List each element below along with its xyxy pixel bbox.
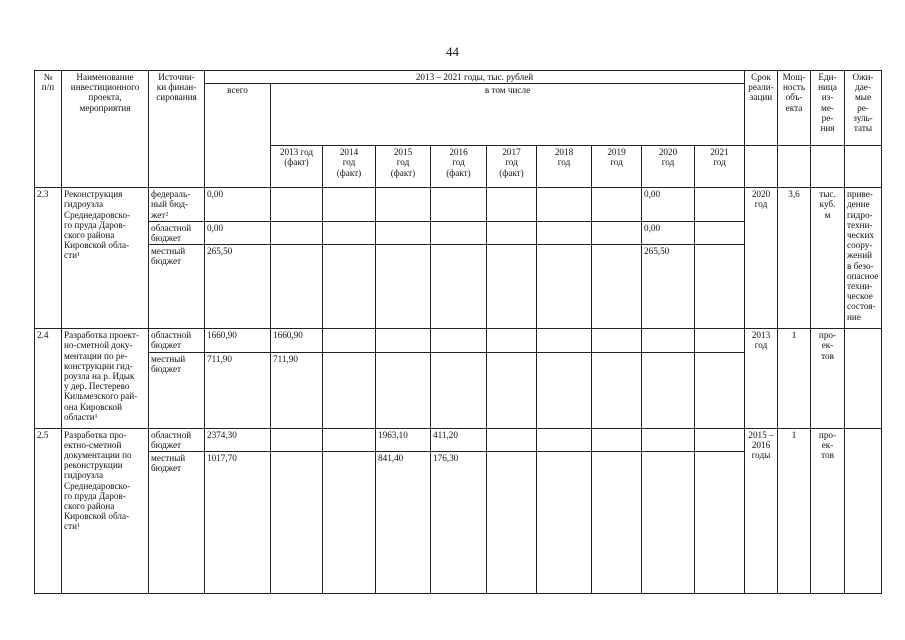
project-number: 2.4 (35, 329, 62, 428)
year-value: 0,00 (642, 221, 695, 244)
expected-results (845, 329, 882, 428)
year-value (642, 352, 695, 428)
year-value (487, 428, 537, 451)
year-value (487, 329, 537, 352)
table-row (35, 428, 882, 451)
year-value (592, 245, 642, 329)
year-value (695, 452, 745, 594)
year-value (323, 245, 376, 329)
year-value (695, 352, 745, 428)
capacity: 3,6 (778, 188, 811, 329)
page-number: 44 (446, 44, 459, 59)
year-value (537, 428, 592, 451)
year-value (537, 188, 592, 222)
header-source: Источни- ки финан- сирования (149, 71, 205, 188)
year-header: 2015 год (факт) (376, 146, 431, 188)
year-header: 2016 год (факт) (431, 146, 487, 188)
year-header: 2021 год (695, 146, 745, 188)
year-value (695, 428, 745, 451)
year-value (695, 245, 745, 329)
year-value (431, 245, 487, 329)
header-including: в том числе (271, 84, 745, 146)
funding-source: местный бюджет (149, 245, 205, 329)
funding-total: 265,50 (205, 245, 271, 329)
funding-total: 0,00 (205, 188, 271, 222)
year-value (323, 352, 376, 428)
year-value (592, 329, 642, 352)
year-value (323, 452, 376, 594)
year-value (642, 428, 695, 451)
header-total: всего (205, 84, 271, 188)
funding-source: областной бюджет (149, 428, 205, 451)
year-value (323, 188, 376, 222)
year-header: 2014 год (факт) (323, 146, 376, 188)
funding-source: местный бюджет (149, 352, 205, 428)
year-value (376, 245, 431, 329)
funding-total: 0,00 (205, 221, 271, 244)
year-value (431, 221, 487, 244)
year-value (431, 188, 487, 222)
unit: про- ек- тов (811, 329, 845, 428)
year-value (487, 221, 537, 244)
year-value (592, 352, 642, 428)
expected-results (845, 428, 882, 593)
year-value (537, 452, 592, 594)
year-value (592, 428, 642, 451)
year-value (271, 452, 323, 594)
year-value: 1963,10 (376, 428, 431, 451)
capacity: 1 (778, 329, 811, 428)
year-value (376, 188, 431, 222)
year-value (537, 329, 592, 352)
investment-projects-table (34, 70, 882, 594)
implementation-term: 2013 год (745, 329, 778, 428)
table-row (35, 188, 882, 222)
funding-total: 1660,90 (205, 329, 271, 352)
year-value (695, 221, 745, 244)
year-value (376, 329, 431, 352)
year-value (592, 452, 642, 594)
year-value (431, 329, 487, 352)
funding-total: 1017,70 (205, 452, 271, 594)
year-value (271, 188, 323, 222)
year-value (592, 188, 642, 222)
header-results: Ожи- дае- мые ре- зуль- таты (845, 71, 882, 146)
year-value (323, 329, 376, 352)
year-header: 2018 год (537, 146, 592, 188)
year-value: 841,40 (376, 452, 431, 594)
year-value (537, 245, 592, 329)
year-value (376, 352, 431, 428)
year-value (695, 329, 745, 352)
year-value (376, 221, 431, 244)
year-header: 2013 год (факт) (271, 146, 323, 188)
unit: про- ек- тов (811, 428, 845, 593)
header-name: Наименование инвестиционного проекта, мероприятия (62, 71, 149, 188)
year-header: 2017 год (факт) (487, 146, 537, 188)
project-name: Разработка про- ектно-сметной документации по реконструкции гидроузла Среднедаровско- го пруда Даров- ского района Кировской обла- сти¹ (62, 428, 149, 593)
year-value (271, 245, 323, 329)
expected-results: приве- дение гидро- техни- ческих соору- жений в безо- опасное техни- ческое состоя- ние (845, 188, 882, 329)
project-number: 2.5 (35, 428, 62, 593)
funding-source: областной бюджет (149, 329, 205, 352)
header-num: № п/п (35, 71, 62, 188)
year-value (323, 221, 376, 244)
year-value (271, 428, 323, 451)
year-value (487, 188, 537, 222)
project-name: Реконструкция гидроузла Среднедаровско- го пруда Даров- ского района Кировской обла- сти¹ (62, 188, 149, 329)
year-value: 265,50 (642, 245, 695, 329)
year-value (487, 352, 537, 428)
project-name: Разработка проект- но-сметной доку- ментации по ре- конструкции гид- роузла на р. Идык у дер. Пестерево Кильмезского рай- она Кировской области¹ (62, 329, 149, 428)
year-value: 176,30 (431, 452, 487, 594)
implementation-term: 2020 год (745, 188, 778, 329)
year-value: 0,00 (642, 188, 695, 222)
funding-total: 2374,30 (205, 428, 271, 451)
year-value: 1660,90 (271, 329, 323, 352)
funding-total: 711,90 (205, 352, 271, 428)
year-value (487, 452, 537, 594)
funding-source: федераль- ный бюд- жет² (149, 188, 205, 222)
funding-source: местный бюджет (149, 452, 205, 594)
funding-source: областной бюджет (149, 221, 205, 244)
project-number: 2.3 (35, 188, 62, 329)
capacity: 1 (778, 428, 811, 593)
year-value (431, 352, 487, 428)
year-value (695, 188, 745, 222)
header-term: Срок реали- зации (745, 71, 778, 146)
year-value: 711,90 (271, 352, 323, 428)
year-value (271, 221, 323, 244)
year-header: 2019 год (592, 146, 642, 188)
year-value (592, 221, 642, 244)
year-value (537, 352, 592, 428)
header-unit: Еди- ница из- ме- ре- ния (811, 71, 845, 146)
year-value (642, 329, 695, 352)
year-header: 2020 год (642, 146, 695, 188)
implementation-term: 2015 – 2016 годы (745, 428, 778, 593)
header-period: 2013 – 2021 годы, тыс. рублей (205, 71, 745, 84)
year-value (487, 245, 537, 329)
table-row (35, 329, 882, 352)
year-value: 411,20 (431, 428, 487, 451)
year-value (323, 428, 376, 451)
year-value (537, 221, 592, 244)
header-capacity: Мощ- ность объ- екта (778, 71, 811, 146)
year-value (642, 452, 695, 594)
unit: тыс. куб. м (811, 188, 845, 329)
